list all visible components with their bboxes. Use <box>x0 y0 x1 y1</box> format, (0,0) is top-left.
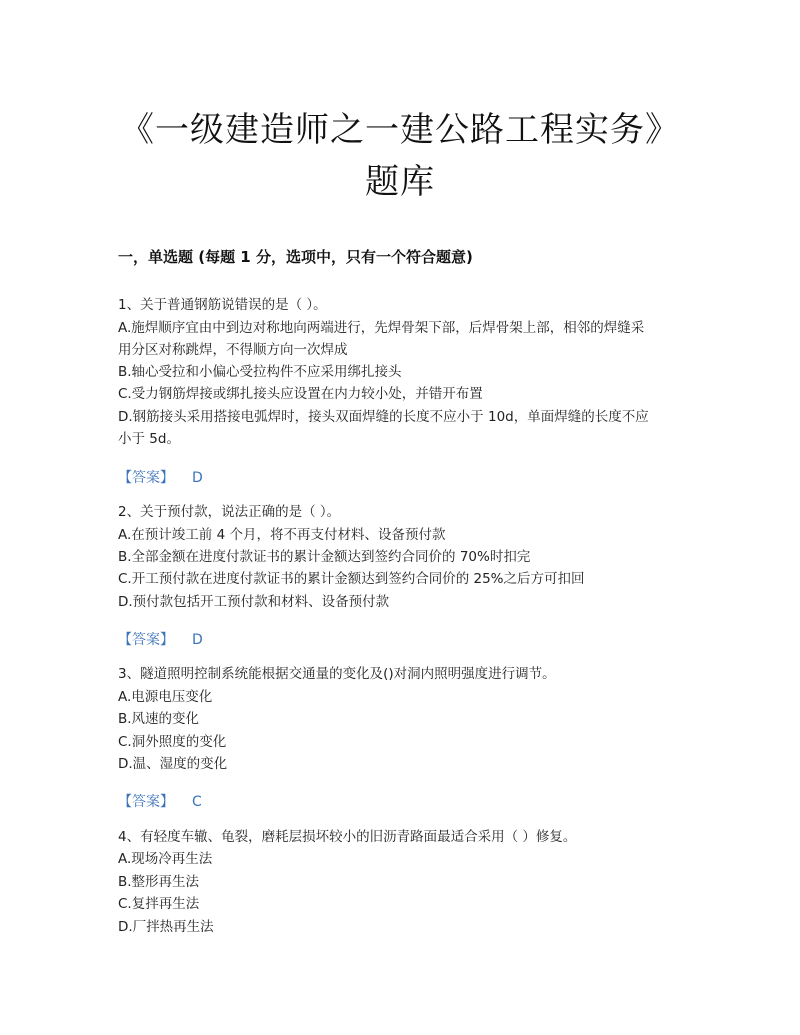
option-line: C.洞外照度的变化 <box>118 734 227 750</box>
option-line: B.整形再生法 <box>118 874 200 890</box>
section-heading: 一，单选题 (每题 1 分，选项中，只有一个符合题意) <box>118 248 473 266</box>
answer-label: 【答案】 <box>118 470 174 486</box>
answer-row <box>118 629 203 649</box>
option-line: D.厂拌热再生法 <box>118 919 214 935</box>
option-line: D.温、湿度的变化 <box>118 756 228 772</box>
answer-row <box>118 791 202 811</box>
option-line: 小于 5d。 <box>118 431 180 447</box>
option-line: A.施焊顺序宜由中到边对称地向两端进行，先焊骨架下部，后焊骨架上部，相邻的焊缝采 <box>118 320 645 336</box>
option-line: C.开工预付款在进度付款证书的累计金额达到签约合同价的 25%之后方可扣回 <box>118 571 585 587</box>
option-line: A.电源电压变化 <box>118 689 213 705</box>
option-line: D.钢筋接头采用搭接电弧焊时，接头双面焊缝的长度不应小于 10d，单面焊缝的长度不应 <box>118 409 649 425</box>
question-stem: 3、隧道照明控制系统能根据交通量的变化及()对洞内照明强度进行调节。 <box>118 666 556 682</box>
answer-row <box>118 467 203 487</box>
answer-value: C <box>192 794 202 810</box>
question-stem: 2、关于预付款，说法正确的是（ ）。 <box>118 504 341 520</box>
answer-label: 【答案】 <box>118 632 174 648</box>
question-stem: 4、有轻度车辙、龟裂，磨耗层损坏较小的旧沥青路面最适合采用（ ）修复。 <box>118 829 577 845</box>
document-title: 《一级建造师之一建公路工程实务》 <box>120 110 680 150</box>
answer-label: 【答案】 <box>118 794 174 810</box>
option-line: C.受力钢筋焊接或绑扎接头应设置在内力较小处，并错开布置 <box>118 386 483 402</box>
option-line: A.现场冷再生法 <box>118 851 213 867</box>
option-line: B.轴心受拉和小偏心受拉构件不应采用绑扎接头 <box>118 364 402 380</box>
option-line: B.全部金额在进度付款证书的累计金额达到签约合同价的 70%时扣完 <box>118 549 531 565</box>
answer-value: D <box>192 470 203 486</box>
option-line: C.复拌再生法 <box>118 896 200 912</box>
option-line: D.预付款包括开工预付款和材料、设备预付款 <box>118 594 390 610</box>
option-line: B.风速的变化 <box>118 711 200 727</box>
answer-value: D <box>192 632 203 648</box>
question-stem: 1、关于普通钢筋说错误的是（ ）。 <box>118 297 327 313</box>
option-line: A.在预计竣工前 4 个月，将不再支付材料、设备预付款 <box>118 527 446 543</box>
document-subtitle: 题库 <box>365 162 435 202</box>
option-line: 用分区对称跳焊，不得顺方向一次焊成 <box>118 342 348 358</box>
